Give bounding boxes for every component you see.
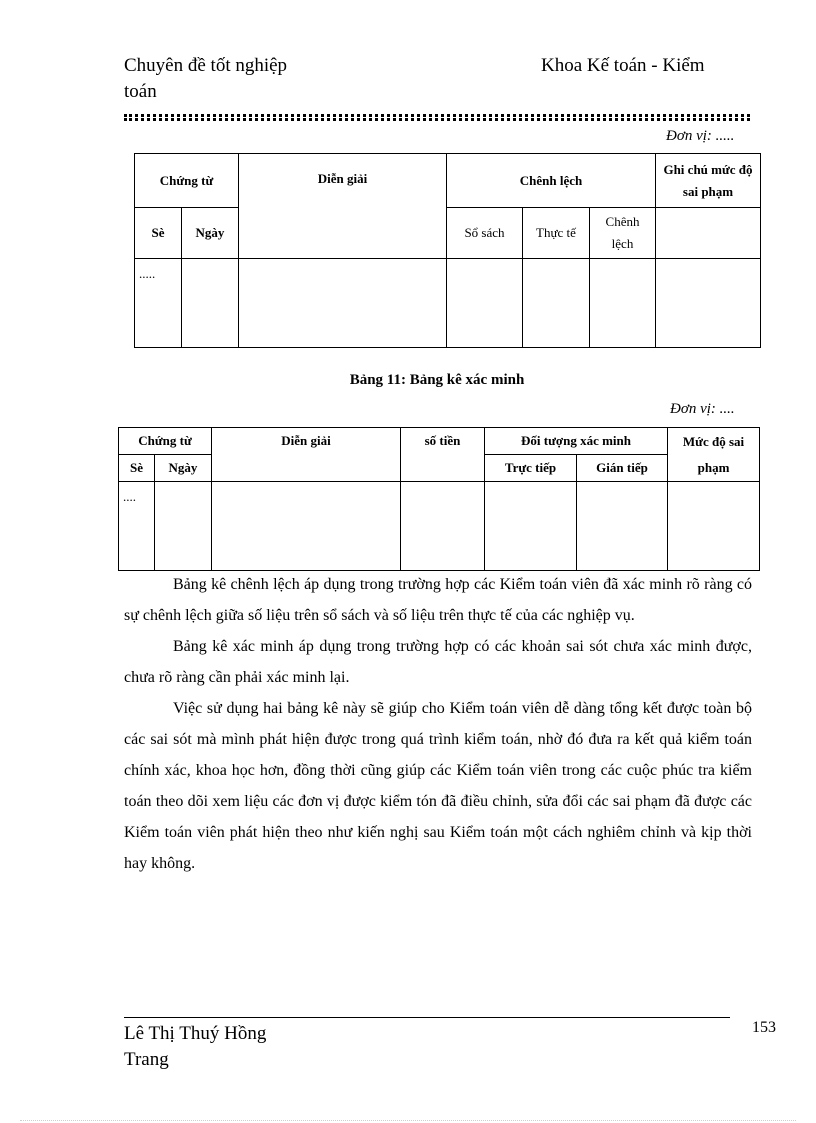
discrepancy-table: [134, 153, 761, 348]
paragraph-2: Bảng kê xác minh áp dụng trong trường hợp có các khoản sai sót chưa xác minh được, chưa rõ ràng cần phải xác minh lại.: [124, 638, 752, 686]
table2-sub-se: Sè: [119, 455, 155, 482]
table2-col-chungtu: Chứng từ: [119, 428, 212, 455]
header-divider-2: [124, 118, 750, 121]
footer-author-line2: Trang: [124, 1049, 169, 1070]
table-cell: [523, 259, 590, 348]
table-cell: [668, 482, 760, 571]
table-cell: [577, 482, 668, 571]
footer-author: [124, 1021, 266, 1073]
table-cell: [212, 482, 401, 571]
header-title-line1: Chuyên đề tốt nghiệp: [124, 55, 288, 76]
table2-sub-giantiep: Gián tiếp: [577, 455, 668, 482]
paragraph-1: Bảng kê chênh lệch áp dụng trong trường hợp các Kiểm toán viên đã xác minh rõ ràng có sự chênh lệch giữa số liệu trên sổ sách và số liệu trên thực tế của các nghiệp vụ.: [124, 576, 752, 624]
table1-header-row: [135, 154, 761, 208]
header-title-line2: toán: [124, 81, 157, 102]
table-cell: [182, 259, 239, 348]
header-right: Khoa Kế toán - Kiểm: [541, 55, 705, 76]
table2-col-doituong: Đối tượng xác minh: [485, 428, 668, 455]
footer-divider: [124, 1017, 730, 1018]
table1-col-chenhlech: Chênh lệch: [447, 154, 656, 208]
table1-col-diengiai: Diễn giải: [239, 154, 447, 259]
table2-caption: Bảng 11: Bảng kê xác minh: [349, 372, 525, 388]
table1-sub-sosach: Sổ sách: [447, 208, 523, 259]
table-cell: [401, 482, 485, 571]
table-cell: [239, 259, 447, 348]
table-row: [119, 482, 760, 571]
paragraph-3: Việc sử dụng hai bảng kê này sẽ giúp cho Kiểm toán viên dễ dàng tổng kết được toàn bộ các sai sót mà mình phát hiện được trong quá trình kiểm toán, nhờ đó đưa ra kết quả kiểm toán chính xác, khoa học hơn, đồng thời cũng giúp các Kiểm toán viên trong các cuộc phúc tra kiểm toán theo dõi xem liệu các đơn vị được kiểm tón đã điều chỉnh, sửa đổi các sai phạm đã được các Kiểm toán viên phát hiện theo như kiến nghị sau Kiểm toán một cách nghiêm chỉnh và kịp thời hay không.: [124, 700, 752, 872]
table1-row-dots: .....: [135, 259, 182, 348]
table1-col-chungtu: Chứng từ: [135, 154, 239, 208]
table1-col-ghichu: Ghi chú mức độ sai phạm: [656, 154, 761, 208]
body-text: [124, 569, 752, 879]
table1-sub-empty: [656, 208, 761, 259]
table-cell: [155, 482, 212, 571]
table2-row-dots: ....: [119, 482, 155, 571]
header-left: [124, 53, 287, 105]
table2-header-row: [119, 428, 760, 455]
table-cell: [485, 482, 577, 571]
table1-sub-se: Sè: [135, 208, 182, 259]
page-number: 153: [752, 1019, 776, 1036]
footer-author-line1: Lê Thị Thuý Hồng: [124, 1023, 267, 1044]
table2-col-sotien: số tiền: [401, 428, 485, 482]
table1-sub-thucte: Thực tế: [523, 208, 590, 259]
table1-sub-chenhlech: Chênh lệch: [590, 208, 656, 259]
header-divider: [124, 114, 750, 117]
table-row: [135, 259, 761, 348]
table1-unit: Đơn vị: .....: [666, 128, 735, 144]
table2-col-diengiai: Diễn giải: [212, 428, 401, 482]
table-cell: [447, 259, 523, 348]
table2-unit: Đơn vị: ....: [670, 401, 735, 417]
table1-sub-ngay: Ngày: [182, 208, 239, 259]
table1-subheader-row: [135, 208, 761, 259]
verification-table: [118, 427, 760, 571]
table-cell: [590, 259, 656, 348]
table2-col-mucdo: Mức độ sai phạm: [668, 428, 760, 482]
table2-sub-ngay: Ngày: [155, 455, 212, 482]
page-bottom-border: [20, 1120, 796, 1121]
table2-sub-tructiep: Trực tiếp: [485, 455, 577, 482]
table-cell: [656, 259, 761, 348]
